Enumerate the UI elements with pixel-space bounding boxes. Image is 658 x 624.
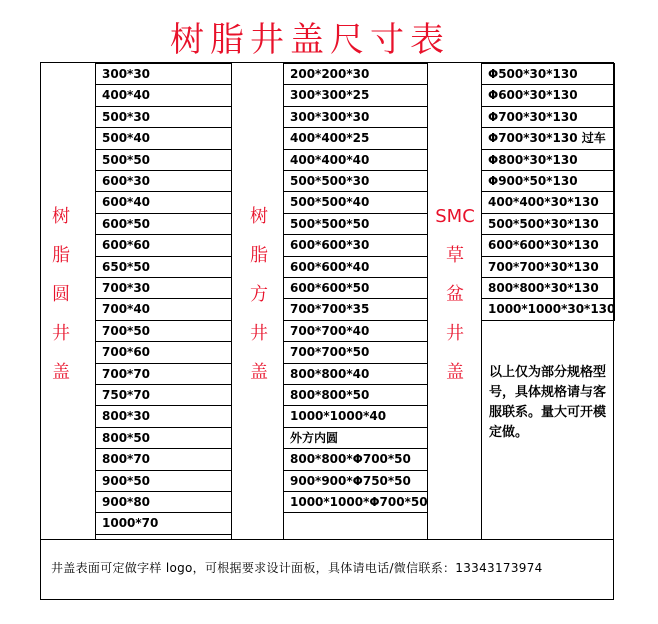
size-cell: 600*50 xyxy=(95,213,232,235)
label-char: 方 xyxy=(250,284,268,305)
size-cell: 600*40 xyxy=(95,191,232,213)
footer-divider xyxy=(41,539,613,540)
size-cell: 800*30 xyxy=(95,405,232,427)
label-char: 树 xyxy=(250,206,268,227)
page-title: 树脂井盖尺寸表 xyxy=(170,20,450,60)
label-char: 盖 xyxy=(250,362,268,383)
size-cell: 1000*1000*Φ700*50 xyxy=(283,491,428,513)
label-char: 盖 xyxy=(446,362,464,383)
size-cell: 600*600*40 xyxy=(283,256,428,278)
size-cell: 600*60 xyxy=(95,234,232,256)
size-cell: 800*800*40 xyxy=(283,363,428,385)
size-cell: 500*50 xyxy=(95,149,232,171)
size-cell: 700*700*40 xyxy=(283,320,428,342)
size-cell: 300*300*25 xyxy=(283,84,428,106)
size-cell: 650*50 xyxy=(95,256,232,278)
size-cell: 800*800*Φ700*50 xyxy=(283,448,428,470)
size-cell: 700*30 xyxy=(95,277,232,299)
label-char: 盆 xyxy=(446,284,464,305)
size-cell: 800*800*30*130 xyxy=(481,277,615,299)
size-cell: 700*700*50 xyxy=(283,341,428,363)
size-cell: 800*800*50 xyxy=(283,384,428,406)
size-cell: 700*70 xyxy=(95,363,232,385)
label-char: 脂 xyxy=(52,245,70,266)
size-cell: 300*300*30 xyxy=(283,106,428,128)
size-cell: Φ500*30*130 xyxy=(481,63,615,85)
size-cell: 500*500*50 xyxy=(283,213,428,235)
size-cell: 1000*1000*30*130 xyxy=(481,298,615,320)
round-cover-label xyxy=(41,197,81,392)
smc-cover-label xyxy=(429,197,481,392)
size-cell: Φ700*30*130 xyxy=(481,106,615,128)
size-cell: Φ800*30*130 xyxy=(481,149,615,171)
size-cell: 1000*70 xyxy=(95,512,232,534)
size-cell: 500*500*30*130 xyxy=(481,213,615,235)
size-cell: 400*400*25 xyxy=(283,127,428,149)
size-cell: 900*50 xyxy=(95,470,232,492)
size-cell: 900*80 xyxy=(95,491,232,513)
size-cell: 1000*1000*40 xyxy=(283,405,428,427)
label-char: 树 xyxy=(52,206,70,227)
size-cell: 500*30 xyxy=(95,106,232,128)
size-cell: 800*50 xyxy=(95,427,232,449)
size-cell: 700*700*35 xyxy=(283,298,428,320)
size-cell: 300*30 xyxy=(95,63,232,85)
size-table xyxy=(40,62,614,600)
size-cell: 700*700*30*130 xyxy=(481,256,615,278)
size-cell: 400*40 xyxy=(95,84,232,106)
size-cell: 外方内圆 xyxy=(283,427,428,449)
size-cell: 500*40 xyxy=(95,127,232,149)
size-cell: 750*70 xyxy=(95,384,232,406)
size-cell: Φ700*30*130 过车 xyxy=(481,127,615,149)
label-char: SMC xyxy=(435,206,475,227)
size-cell: 500*500*30 xyxy=(283,170,428,192)
size-cell: 700*50 xyxy=(95,320,232,342)
label-char: 井 xyxy=(52,323,70,344)
size-cell: 600*600*50 xyxy=(283,277,428,299)
size-cell: 200*200*30 xyxy=(283,63,428,85)
label-char: 盖 xyxy=(52,362,70,383)
size-cell: 400*400*40 xyxy=(283,149,428,171)
size-cell: 600*600*30*130 xyxy=(481,234,615,256)
size-cell: 700*40 xyxy=(95,298,232,320)
size-cell: 800*70 xyxy=(95,448,232,470)
size-cell: 600*30 xyxy=(95,170,232,192)
label-char: 脂 xyxy=(250,245,268,266)
size-cell: 400*400*30*130 xyxy=(481,191,615,213)
contact-footer: 井盖表面可定做字样 logo，可根据要求设计面板，具体请电话/微信联系：13343173974 xyxy=(51,561,543,575)
label-char: 井 xyxy=(250,323,268,344)
label-char: 草 xyxy=(446,245,464,266)
size-cell: Φ900*50*130 xyxy=(481,170,615,192)
size-cell: 900*900*Φ750*50 xyxy=(283,470,428,492)
size-cell: 600*600*30 xyxy=(283,234,428,256)
size-cell: Φ600*30*130 xyxy=(481,84,615,106)
size-cell: 700*60 xyxy=(95,341,232,363)
label-char: 井 xyxy=(446,323,464,344)
label-char: 圆 xyxy=(52,284,70,305)
spec-note: 以上仅为部分规格型号，具体规格请与客服联系。量大可开模定做。 xyxy=(489,365,607,440)
size-cell: 500*500*40 xyxy=(283,191,428,213)
square-cover-label xyxy=(232,197,286,392)
